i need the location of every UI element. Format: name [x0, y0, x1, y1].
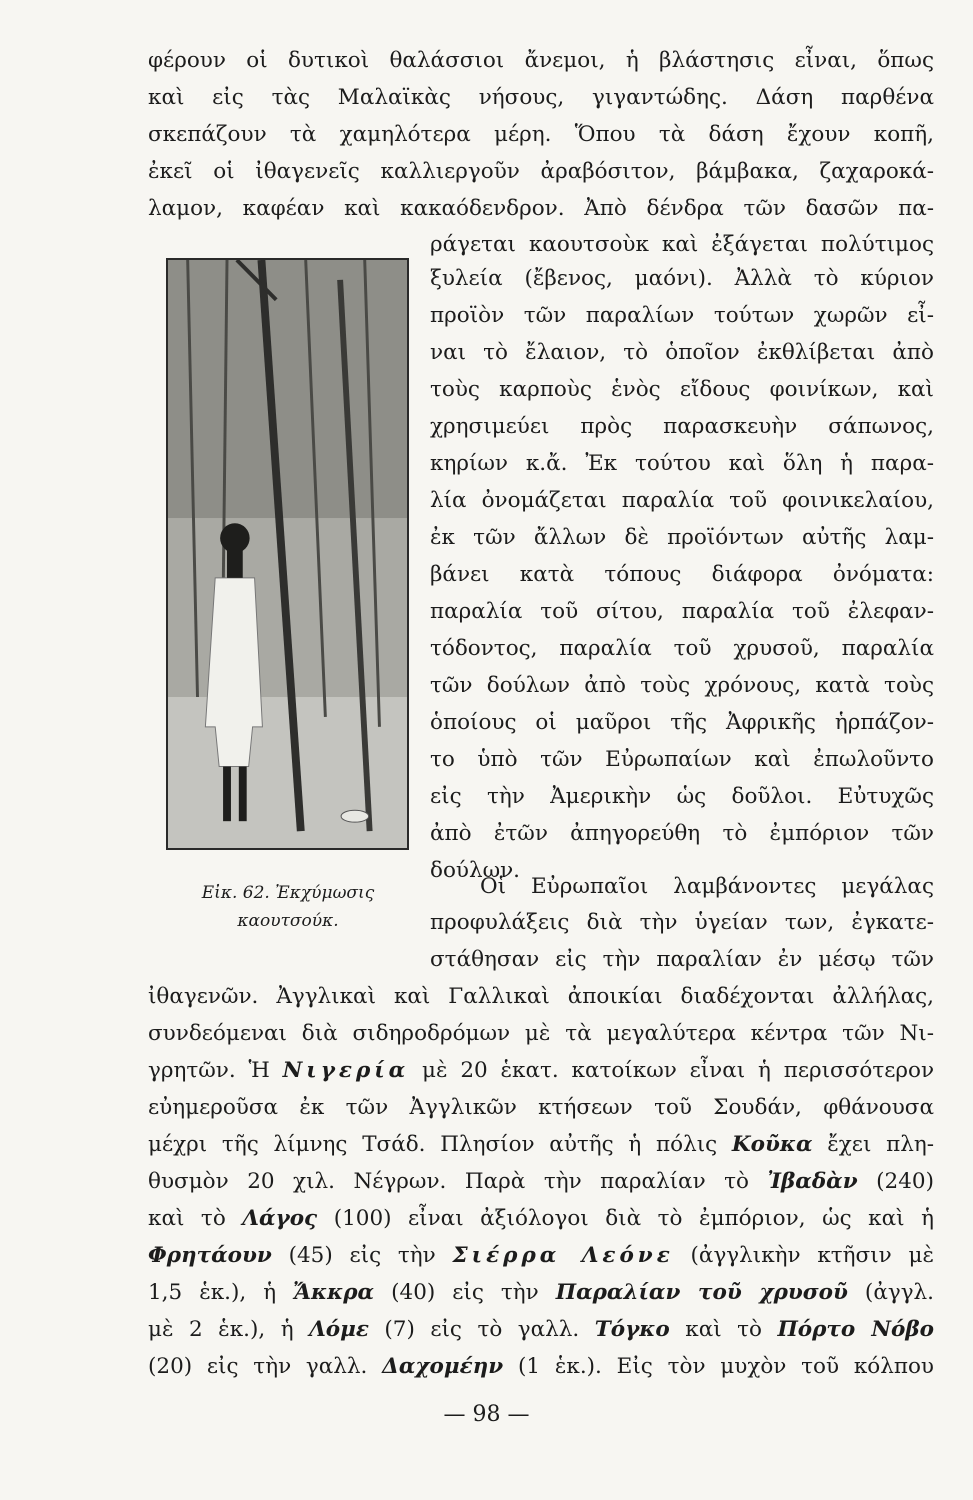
text-line: εἰς τὴν Ἀμερικὴν ὡς δοῦλοι. Εὐτυχῶς — [430, 784, 934, 809]
text-line: τῶν δούλων ἀπὸ τοὺς χρόνους, κατὰ τοὺς — [430, 673, 934, 698]
text-line: ἐκεῖ οἱ ἰθαγενεῖς καλλιεργοῦν ἀραβόσιτον, βάμβακα, ζαχαροκά- — [148, 159, 934, 184]
place-name: Δαχομέην — [382, 1354, 504, 1379]
text-line: ἰθαγενῶν. Ἀγγλικαὶ καὶ Γαλλικαὶ ἀποικίαι διαδέχονται ἀλλήλας, — [148, 984, 934, 1009]
text-line: δούλων. — [430, 858, 521, 883]
page-number: — 98 — — [443, 1402, 530, 1427]
text-line: παραλία τοῦ σίτου, παραλία τοῦ ἐλεφαν- — [430, 599, 934, 624]
text-line: βάνει κατὰ τόπους διάφορα ὀνόματα: — [430, 562, 934, 587]
text-line: ράγεται καουτσοὺκ καὶ ἐξάγεται πολύτιμος — [430, 232, 934, 257]
text-line: Οἱ Εὐρωπαῖοι λαμβάνοντες μεγάλας — [480, 874, 934, 899]
text-line: το ὑπὸ τῶν Εὐρωπαίων καὶ ἐπωλοῦντο — [430, 747, 934, 772]
text-line: εὐημεροῦσα ἐκ τῶν Ἀγγλικῶν κτήσεων τοῦ Σουδάν, φθάνουσα — [148, 1095, 934, 1120]
text-line: ναι τὸ ἔλαιον, τὸ ὁποῖον ἐκθλίβεται ἀπὸ — [430, 340, 934, 365]
place-name: Ἄκκρα — [293, 1280, 375, 1305]
place-name: Παραλίαν τοῦ χρυσοῦ — [555, 1280, 848, 1305]
text-line: τοὺς καρποὺς ἑνὸς εἴδους φοινίκων, καὶ — [430, 377, 934, 402]
photo-rubber-tapping — [166, 258, 409, 850]
figure-caption-line1: Εἰκ. 62. Ἐκχύμωσις — [201, 883, 375, 903]
text-line: καὶ τὸ Λάγος (100) εἶναι ἀξιόλογοι διὰ τὸ ἐμπόριον, ὡς καὶ ἡ — [148, 1206, 934, 1231]
text-line: ὁποίους οἱ μαῦροι τῆς Ἀφρικῆς ἡρπάζον- — [430, 710, 934, 735]
text-line: θυσμὸν 20 χιλ. Νέγρων. Παρὰ τὴν παραλίαν τὸ Ἰβαδὰν (240) — [148, 1169, 934, 1194]
place-name: Νιγερία — [282, 1058, 410, 1083]
place-name: Κοῦκα — [731, 1132, 813, 1157]
text-line: συνδεόμεναι διὰ σιδηροδρόμων μὲ τὰ μεγαλύτερα κέντρα τῶν Νι- — [148, 1021, 934, 1046]
text-line: 1,5 ἑκ.), ἡ Ἄκκρα (40) εἰς τὴν Παραλίαν τοῦ χρυσοῦ (ἀγγλ. — [148, 1280, 935, 1305]
text-line: (20) εἰς τὴν γαλλ. Δαχομέην (1 ἑκ.). Εἰς τὸν μυχὸν τοῦ κόλπου — [148, 1354, 934, 1379]
text-line: καὶ εἰς τὰς Μαλαϊκὰς νήσους, γιγαντώδης. Δάση παρθένα — [148, 85, 934, 110]
text-line: σκεπάζουν τὰ χαμηλότερα μέρη. Ὅπου τὰ δάση ἔχουν κοπῆ, — [148, 122, 934, 147]
place-name: Σιέρρα Λεόνε — [452, 1243, 674, 1268]
place-name: Τόγκο — [594, 1317, 670, 1342]
text-line: λία ὀνομάζεται παραλία τοῦ φοινικελαίου, — [430, 488, 934, 513]
text-line: μέχρι τῆς λίμνης Τσάδ. Πλησίον αὐτῆς ἡ πόλις Κοῦκα ἔχει πλη- — [148, 1132, 934, 1157]
photo-image — [168, 260, 407, 848]
text-line: φέρουν οἱ δυτικοὶ θαλάσσιοι ἄνεμοι, ἡ βλάστησις εἶναι, ὅπως — [148, 48, 934, 73]
text-line: προϊὸν τῶν παραλίων τούτων χωρῶν εἶ- — [430, 303, 934, 328]
text-line: ἐκ τῶν ἄλλων δὲ προϊόντων αὐτῆς λαμ- — [430, 525, 934, 550]
place-name: Πόρτο Νόβο — [777, 1317, 934, 1342]
text-line: κηρίων κ.ἄ. Ἐκ τούτου καὶ ὅλη ἡ παρα- — [430, 451, 934, 476]
text-line: προφυλάξεις διὰ τὴν ὑγείαν των, ἐγκατε- — [430, 910, 934, 935]
text-line: χρησιμεύει πρὸς παρασκευὴν σάπωνος, — [430, 414, 934, 439]
text-line: ἀπὸ ἐτῶν ἀπηγορεύθη τὸ ἐμπόριον τῶν — [430, 821, 934, 846]
text-line: μὲ 2 ἑκ.), ἡ Λόμε (7) εἰς τὸ γαλλ. Τόγκο καὶ τὸ Πόρτο Νόβο — [148, 1317, 934, 1342]
text-line: στάθησαν εἰς τὴν παραλίαν ἐν μέσῳ τῶν — [430, 947, 934, 972]
text-line: γρητῶν. Ἡ Νιγερία μὲ 20 ἑκατ. κατοίκων εἶναι ἡ περισσότερον — [148, 1058, 935, 1083]
text-line: λαμον, καφέαν καὶ κακαόδενδρον. Ἀπὸ δένδρα τῶν δασῶν πα- — [148, 196, 934, 221]
place-name: Φρητάουν — [148, 1243, 272, 1268]
place-name: Λάγος — [242, 1206, 318, 1231]
text-line: ξυλεία (ἔβενος, μαόνι). Ἀλλὰ τὸ κύριον — [430, 266, 934, 291]
place-name: Λόμε — [309, 1317, 369, 1342]
text-line: Φρητάουν (45) εἰς τὴν Σιέρρα Λεόνε (ἀγγλικὴν κτῆσιν μὲ — [148, 1243, 934, 1268]
figure-caption-line2: καουτσούκ. — [237, 911, 339, 931]
text-line: τόδοντος, παραλία τοῦ χρυσοῦ, παραλία — [430, 636, 934, 661]
place-name: Ἰβαδὰν — [767, 1169, 858, 1194]
